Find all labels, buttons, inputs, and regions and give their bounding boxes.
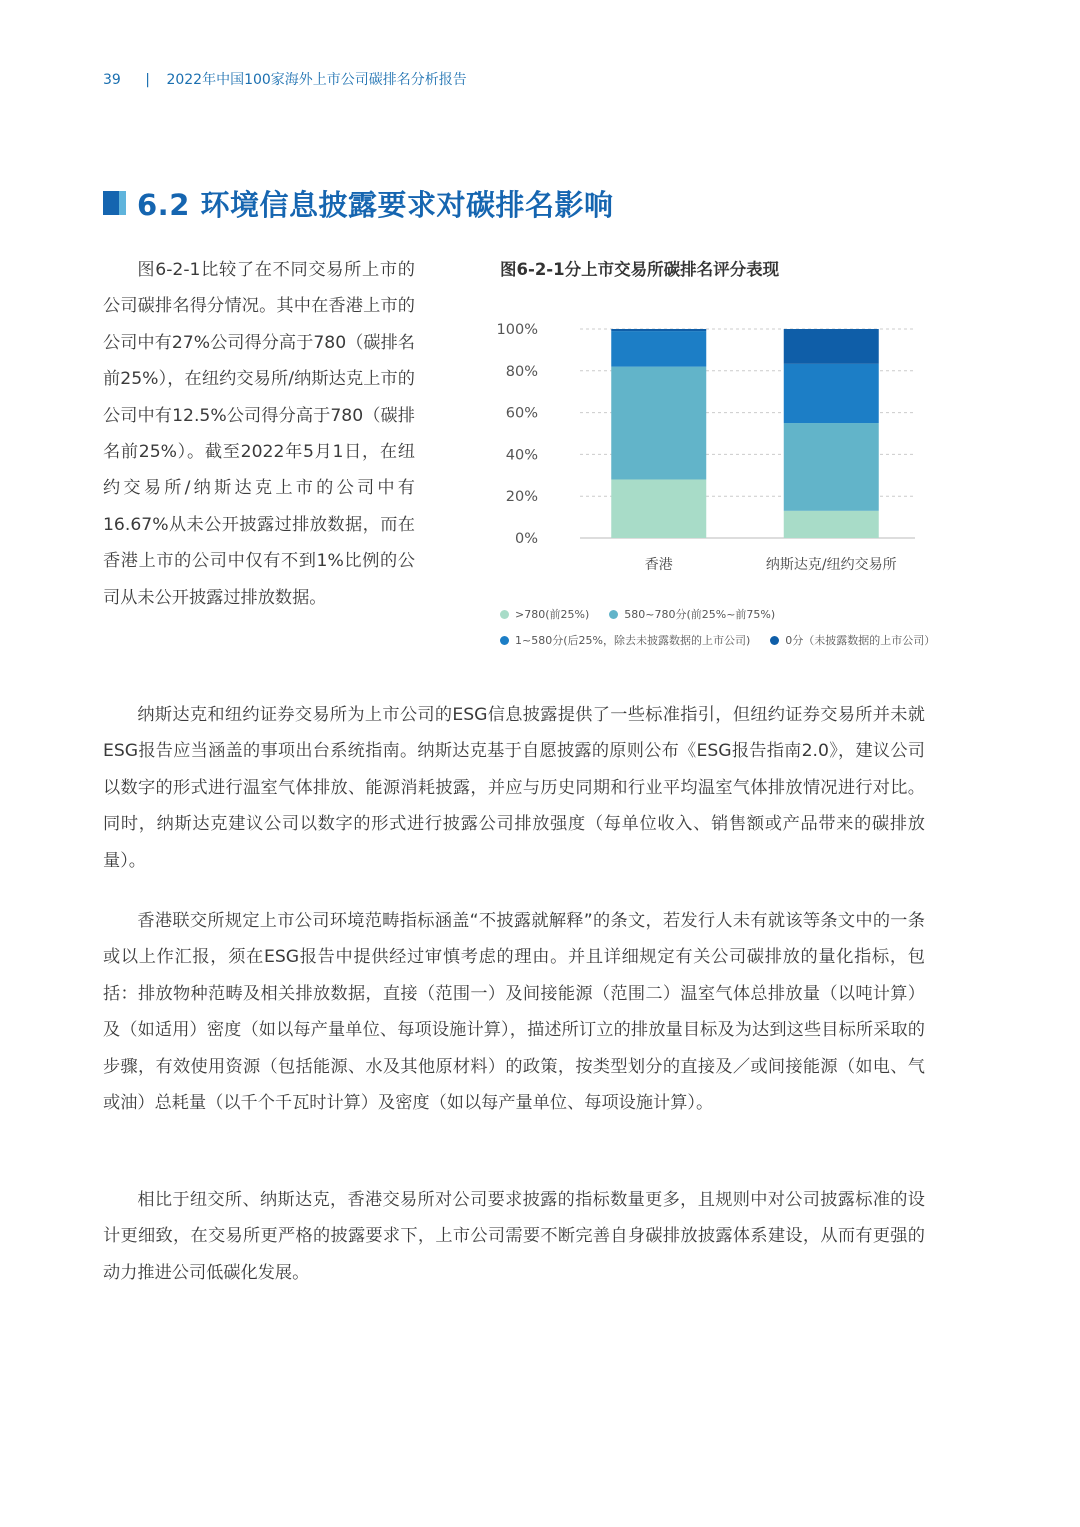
legend-label: 580~780分(前25%~前75%) [624,608,776,621]
bar-segment [784,423,879,511]
bar-segment [784,364,879,423]
y-tick-label: 0% [514,531,538,547]
legend-label: >780(前25%) [515,608,590,621]
y-tick-label: 40% [505,447,538,464]
legend-label: 0分（未披露数据的上市公司） [785,634,936,647]
x-category-label: 香港 [644,557,673,573]
body-paragraph-2: 香港联交所规定上市公司环境范畴指标涵盖“不披露就解释”的条文，若发行人未有就该等条文中的一条或以上作汇报，须在ESG报告中提供经过审慎考虑的理由。并且详细规定有关公司碳排放的量化指标，包括：排放物种范畴及相关排放数据，直接（范围一）及间接能源（范围二）温室气体总排放量（以吨计算）及（如适用）密度（如以每产量单位、每项设施计算），描述所订立的排放量目标及为达到这些目标所采取的步骤，有效使用资源（包括能源、水及其他原材料）的政策，按类型划分的直接及／或间接能源（如电、气或油）总耗量（以千个千瓦时计算）及密度（如以每产量单位、每项设施计算）。 [103,911,925,1114]
bar-segment [611,329,706,331]
legend-label: 1~580分(后25%，除去未披露数据的上市公司) [515,634,751,647]
section-marker-icon [103,191,127,215]
legend-swatch [770,636,779,645]
legend-row-2 [500,632,955,648]
legend-item [500,632,750,648]
bar-segment [611,479,706,538]
body-paragraph-1: 纳斯达克和纽约证券交易所为上市公司的ESG信息披露提供了一些标准指引，但纽约证券交易所并未就ESG报告应当涵盖的事项出台系统指南。纳斯达克基于自愿披露的原则公布《ESG报告指南2.0》，建议公司以数字的形式进行温室气体排放、能源消耗披露，并应与历史同期和行业平均温室气体排放情况进行对比。同时，纳斯达克建议公司以数字的形式进行披露公司排放强度（每单位收入、销售额或产品带来的碳排放量）。 [103,705,925,871]
body-paragraph-3: 相比于纽交所、纳斯达克，香港交易所对公司要求披露的指标数量更多，且规则中对公司披露标准的设计更细致，在交易所更严格的披露要求下，上市公司需要不断完善自身碳排放披露体系建设，从而有更强的动力推进公司低碳化发展。 [103,1190,925,1283]
legend-swatch [500,636,509,645]
chart-title: 图6-2-1分上市交易所碳排名评分表现 [500,260,780,279]
intro-paragraph: 图6-2-1比较了在不同交易所上市的公司碳排名得分情况。其中在香港上市的公司中有27%公司得分高于780（碳排名前25%），在纽约交易所/纳斯达克上市的公司中有12.5%公司得分高于780（碳排名前25%）。截至2022年5月1日，在纽约交易所/纳斯达克上市的公司中有16.67%从未公开披露过排放数据，而在香港上市的公司中仅有不到1%比例的公司从未公开披露过排放数据。 [103,260,415,608]
stacked-bar-chart [480,300,930,590]
legend-item [609,606,775,622]
bar-segment [611,367,706,480]
y-tick-label: 60% [505,405,538,422]
bar-segment [784,329,879,364]
section-heading [103,180,613,226]
page-number: 39 [103,72,121,88]
bar-segment [611,331,706,367]
bar-segment [784,511,879,538]
legend-row-1 [500,606,795,622]
y-tick-label: 80% [505,363,538,380]
x-category-label: 纳斯达克/纽约交易所 [765,557,897,573]
y-tick-label: 100% [496,322,538,338]
legend-item [500,606,589,622]
y-tick-label: 20% [505,489,538,506]
section-title: 6.2 环境信息披露要求对碳排名影响 [137,187,614,222]
legend-swatch [609,610,618,619]
legend-swatch [500,610,509,619]
header-separator: | [145,72,150,88]
report-title: 2022年中国100家海外上市公司碳排名分析报告 [166,72,467,88]
legend-item [770,632,935,648]
running-header [103,69,467,89]
